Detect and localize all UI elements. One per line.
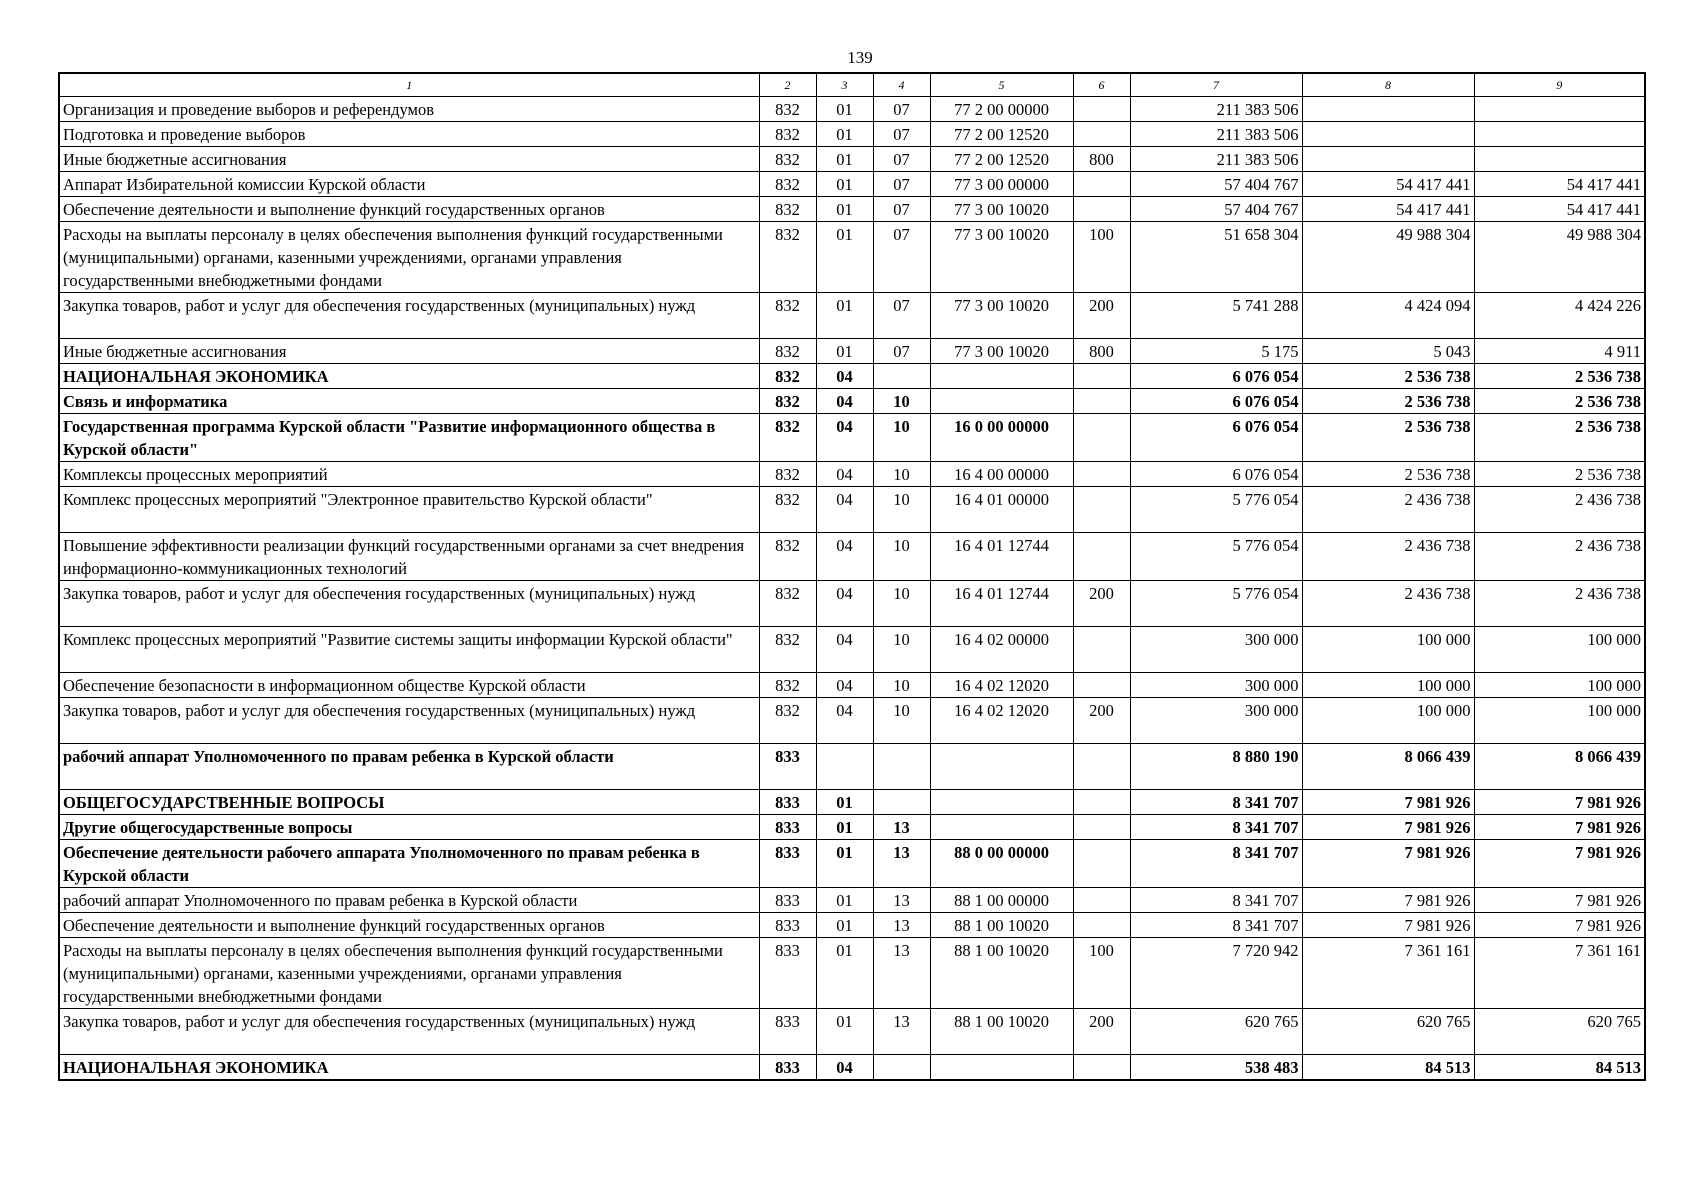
subsection-code: 07 xyxy=(873,222,930,293)
table-row xyxy=(59,790,1645,815)
expense-type-code xyxy=(1073,197,1130,222)
amount-col8: 2 536 738 xyxy=(1302,462,1474,487)
item-name: Комплекс процессных мероприятий "Электронное правительство Курской области" xyxy=(59,487,759,533)
amount-col7: 8 341 707 xyxy=(1130,913,1302,938)
subsection-code: 07 xyxy=(873,147,930,172)
amount-col8: 2 436 738 xyxy=(1302,581,1474,627)
target-article-code: 88 1 00 10020 xyxy=(930,913,1073,938)
expense-type-code xyxy=(1073,97,1130,122)
section-code: 04 xyxy=(816,414,873,462)
amount-col8: 100 000 xyxy=(1302,698,1474,744)
amount-col9: 2 536 738 xyxy=(1474,389,1645,414)
expense-type-code: 200 xyxy=(1073,698,1130,744)
item-name: Обеспечение безопасности в информационном обществе Курской области xyxy=(59,673,759,698)
table-row xyxy=(59,888,1645,913)
amount-col9: 7 361 161 xyxy=(1474,938,1645,1009)
item-name: Аппарат Избирательной комиссии Курской области xyxy=(59,172,759,197)
target-article-code: 77 2 00 12520 xyxy=(930,122,1073,147)
item-name: Закупка товаров, работ и услуг для обеспечения государственных (муниципальных) нужд xyxy=(59,293,759,339)
amount-col7: 211 383 506 xyxy=(1130,97,1302,122)
section-code: 04 xyxy=(816,487,873,533)
amount-col7: 6 076 054 xyxy=(1130,389,1302,414)
header-row xyxy=(59,73,1645,97)
amount-col9: 100 000 xyxy=(1474,627,1645,673)
subsection-code: 10 xyxy=(873,462,930,487)
amount-col9: 54 417 441 xyxy=(1474,197,1645,222)
section-code: 01 xyxy=(816,222,873,293)
ministry-code: 832 xyxy=(759,147,816,172)
subsection-code xyxy=(873,790,930,815)
amount-col7: 51 658 304 xyxy=(1130,222,1302,293)
target-article-code: 77 3 00 10020 xyxy=(930,197,1073,222)
header-cell: 3 xyxy=(816,73,873,97)
amount-col8 xyxy=(1302,122,1474,147)
amount-col9: 2 536 738 xyxy=(1474,462,1645,487)
ministry-code: 833 xyxy=(759,840,816,888)
ministry-code: 832 xyxy=(759,122,816,147)
subsection-code: 13 xyxy=(873,840,930,888)
header-cell: 2 xyxy=(759,73,816,97)
table-row xyxy=(59,1009,1645,1055)
subsection-code xyxy=(873,364,930,389)
amount-col8: 49 988 304 xyxy=(1302,222,1474,293)
amount-col9: 100 000 xyxy=(1474,698,1645,744)
amount-col7: 6 076 054 xyxy=(1130,364,1302,389)
section-code: 01 xyxy=(816,790,873,815)
amount-col9 xyxy=(1474,147,1645,172)
ministry-code: 832 xyxy=(759,293,816,339)
section-code: 01 xyxy=(816,938,873,1009)
table-row xyxy=(59,673,1645,698)
amount-col9: 7 981 926 xyxy=(1474,913,1645,938)
section-code: 01 xyxy=(816,147,873,172)
expense-type-code xyxy=(1073,122,1130,147)
item-name: Подготовка и проведение выборов xyxy=(59,122,759,147)
amount-col8: 620 765 xyxy=(1302,1009,1474,1055)
subsection-code xyxy=(873,744,930,790)
section-code: 01 xyxy=(816,172,873,197)
expense-type-code: 100 xyxy=(1073,938,1130,1009)
ministry-code: 833 xyxy=(759,913,816,938)
ministry-code: 833 xyxy=(759,888,816,913)
amount-col8: 100 000 xyxy=(1302,627,1474,673)
subsection-code xyxy=(873,1055,930,1081)
expense-type-code: 200 xyxy=(1073,1009,1130,1055)
item-name: рабочий аппарат Уполномоченного по правам ребенка в Курской области xyxy=(59,744,759,790)
amount-col9: 2 536 738 xyxy=(1474,414,1645,462)
expense-type-code xyxy=(1073,462,1130,487)
section-code: 04 xyxy=(816,673,873,698)
amount-col8: 84 513 xyxy=(1302,1055,1474,1081)
amount-col7: 8 341 707 xyxy=(1130,840,1302,888)
table-row xyxy=(59,627,1645,673)
amount-col8: 100 000 xyxy=(1302,673,1474,698)
table-row xyxy=(59,938,1645,1009)
amount-col9: 100 000 xyxy=(1474,673,1645,698)
amount-col7: 5 776 054 xyxy=(1130,533,1302,581)
table-row xyxy=(59,1055,1645,1081)
amount-col8: 54 417 441 xyxy=(1302,197,1474,222)
amount-col8: 5 043 xyxy=(1302,339,1474,364)
item-name: Расходы на выплаты персоналу в целях обеспечения выполнения функций государственными (муниципальными) органами, казенными учреждениями, органами управления государственными внебюджетными фондами xyxy=(59,222,759,293)
table-row xyxy=(59,222,1645,293)
table-row xyxy=(59,698,1645,744)
target-article-code: 16 4 02 00000 xyxy=(930,627,1073,673)
table-row xyxy=(59,815,1645,840)
section-code: 01 xyxy=(816,815,873,840)
item-name: Закупка товаров, работ и услуг для обеспечения государственных (муниципальных) нужд xyxy=(59,1009,759,1055)
amount-col7: 7 720 942 xyxy=(1130,938,1302,1009)
subsection-code: 10 xyxy=(873,627,930,673)
subsection-code: 07 xyxy=(873,172,930,197)
subsection-code: 07 xyxy=(873,122,930,147)
section-code: 04 xyxy=(816,627,873,673)
expense-type-code xyxy=(1073,627,1130,673)
item-name: Обеспечение деятельности рабочего аппарата Уполномоченного по правам ребенка в Курской области xyxy=(59,840,759,888)
amount-col9: 49 988 304 xyxy=(1474,222,1645,293)
ministry-code: 832 xyxy=(759,698,816,744)
target-article-code: 77 3 00 10020 xyxy=(930,222,1073,293)
amount-col8: 7 981 926 xyxy=(1302,913,1474,938)
amount-col7: 57 404 767 xyxy=(1130,197,1302,222)
table-row xyxy=(59,147,1645,172)
header-cell: 7 xyxy=(1130,73,1302,97)
amount-col9 xyxy=(1474,97,1645,122)
amount-col9: 84 513 xyxy=(1474,1055,1645,1081)
header-cell: 9 xyxy=(1474,73,1645,97)
ministry-code: 833 xyxy=(759,1009,816,1055)
item-name: Обеспечение деятельности и выполнение функций государственных органов xyxy=(59,197,759,222)
amount-col7: 211 383 506 xyxy=(1130,147,1302,172)
ministry-code: 832 xyxy=(759,197,816,222)
item-name: Организация и проведение выборов и референдумов xyxy=(59,97,759,122)
subsection-code: 07 xyxy=(873,197,930,222)
target-article-code: 77 3 00 10020 xyxy=(930,293,1073,339)
subsection-code: 07 xyxy=(873,293,930,339)
amount-col7: 5 175 xyxy=(1130,339,1302,364)
subsection-code: 10 xyxy=(873,487,930,533)
expense-type-code xyxy=(1073,790,1130,815)
ministry-code: 832 xyxy=(759,222,816,293)
amount-col7: 620 765 xyxy=(1130,1009,1302,1055)
ministry-code: 832 xyxy=(759,339,816,364)
section-code: 01 xyxy=(816,1009,873,1055)
expense-type-code xyxy=(1073,840,1130,888)
amount-col9: 2 436 738 xyxy=(1474,581,1645,627)
amount-col7: 211 383 506 xyxy=(1130,122,1302,147)
target-article-code: 16 4 01 12744 xyxy=(930,533,1073,581)
target-article-code: 77 3 00 00000 xyxy=(930,172,1073,197)
amount-col8: 2 436 738 xyxy=(1302,487,1474,533)
expense-type-code xyxy=(1073,487,1130,533)
expense-type-code: 800 xyxy=(1073,147,1130,172)
target-article-code: 16 4 01 12744 xyxy=(930,581,1073,627)
ministry-code: 832 xyxy=(759,581,816,627)
header-cell: 4 xyxy=(873,73,930,97)
expense-type-code xyxy=(1073,673,1130,698)
target-article-code xyxy=(930,1055,1073,1081)
amount-col7: 8 341 707 xyxy=(1130,815,1302,840)
budget-table xyxy=(58,72,1646,1081)
amount-col7: 8 341 707 xyxy=(1130,790,1302,815)
item-name: Закупка товаров, работ и услуг для обеспечения государственных (муниципальных) нужд xyxy=(59,698,759,744)
ministry-code: 833 xyxy=(759,815,816,840)
expense-type-code xyxy=(1073,815,1130,840)
section-code: 04 xyxy=(816,533,873,581)
header-cell: 1 xyxy=(59,73,759,97)
subsection-code: 13 xyxy=(873,913,930,938)
amount-col9: 2 436 738 xyxy=(1474,533,1645,581)
section-code: 01 xyxy=(816,339,873,364)
expense-type-code: 100 xyxy=(1073,222,1130,293)
target-article-code: 77 2 00 00000 xyxy=(930,97,1073,122)
ministry-code: 833 xyxy=(759,1055,816,1081)
expense-type-code xyxy=(1073,888,1130,913)
table-row xyxy=(59,197,1645,222)
ministry-code: 832 xyxy=(759,389,816,414)
ministry-code: 833 xyxy=(759,938,816,1009)
subsection-code: 10 xyxy=(873,389,930,414)
target-article-code xyxy=(930,744,1073,790)
item-name: ОБЩЕГОСУДАРСТВЕННЫЕ ВОПРОСЫ xyxy=(59,790,759,815)
expense-type-code xyxy=(1073,1055,1130,1081)
amount-col7: 6 076 054 xyxy=(1130,462,1302,487)
item-name: рабочий аппарат Уполномоченного по правам ребенка в Курской области xyxy=(59,888,759,913)
amount-col7: 538 483 xyxy=(1130,1055,1302,1081)
expense-type-code xyxy=(1073,389,1130,414)
amount-col9: 4 911 xyxy=(1474,339,1645,364)
table-row xyxy=(59,414,1645,462)
ministry-code: 832 xyxy=(759,364,816,389)
item-name: Расходы на выплаты персоналу в целях обеспечения выполнения функций государственными (муниципальными) органами, казенными учреждениями, органами управления государственными внебюджетными фондами xyxy=(59,938,759,1009)
amount-col7: 8 880 190 xyxy=(1130,744,1302,790)
amount-col8 xyxy=(1302,97,1474,122)
item-name: Связь и информатика xyxy=(59,389,759,414)
amount-col7: 57 404 767 xyxy=(1130,172,1302,197)
subsection-code: 13 xyxy=(873,888,930,913)
expense-type-code xyxy=(1073,744,1130,790)
amount-col8: 54 417 441 xyxy=(1302,172,1474,197)
amount-col9: 7 981 926 xyxy=(1474,840,1645,888)
amount-col7: 8 341 707 xyxy=(1130,888,1302,913)
item-name: Государственная программа Курской области "Развитие информационного общества в Курской области" xyxy=(59,414,759,462)
target-article-code: 16 4 02 12020 xyxy=(930,673,1073,698)
amount-col9: 620 765 xyxy=(1474,1009,1645,1055)
amount-col9: 7 981 926 xyxy=(1474,888,1645,913)
expense-type-code xyxy=(1073,913,1130,938)
subsection-code: 10 xyxy=(873,414,930,462)
target-article-code: 16 4 01 00000 xyxy=(930,487,1073,533)
amount-col9 xyxy=(1474,122,1645,147)
section-code: 01 xyxy=(816,840,873,888)
ministry-code: 832 xyxy=(759,97,816,122)
target-article-code: 88 1 00 10020 xyxy=(930,938,1073,1009)
table-row xyxy=(59,840,1645,888)
table-row xyxy=(59,97,1645,122)
amount-col8: 7 981 926 xyxy=(1302,815,1474,840)
amount-col8: 2 536 738 xyxy=(1302,364,1474,389)
amount-col8: 2 536 738 xyxy=(1302,389,1474,414)
header-cell: 8 xyxy=(1302,73,1474,97)
table-row xyxy=(59,122,1645,147)
table-row xyxy=(59,533,1645,581)
table-row xyxy=(59,744,1645,790)
section-code: 04 xyxy=(816,462,873,487)
target-article-code xyxy=(930,389,1073,414)
item-name: НАЦИОНАЛЬНАЯ ЭКОНОМИКА xyxy=(59,364,759,389)
header-cell: 6 xyxy=(1073,73,1130,97)
amount-col9: 54 417 441 xyxy=(1474,172,1645,197)
section-code: 04 xyxy=(816,698,873,744)
expense-type-code: 200 xyxy=(1073,581,1130,627)
target-article-code: 77 2 00 12520 xyxy=(930,147,1073,172)
subsection-code: 10 xyxy=(873,581,930,627)
section-code: 01 xyxy=(816,913,873,938)
item-name: НАЦИОНАЛЬНАЯ ЭКОНОМИКА xyxy=(59,1055,759,1081)
expense-type-code: 200 xyxy=(1073,293,1130,339)
section-code: 01 xyxy=(816,122,873,147)
amount-col8: 7 981 926 xyxy=(1302,790,1474,815)
amount-col8: 7 981 926 xyxy=(1302,840,1474,888)
item-name: Комплекс процессных мероприятий "Развитие системы защиты информации Курской области" xyxy=(59,627,759,673)
section-code: 04 xyxy=(816,389,873,414)
ministry-code: 832 xyxy=(759,627,816,673)
amount-col7: 300 000 xyxy=(1130,627,1302,673)
amount-col7: 300 000 xyxy=(1130,698,1302,744)
section-code: 04 xyxy=(816,1055,873,1081)
section-code: 01 xyxy=(816,197,873,222)
ministry-code: 832 xyxy=(759,462,816,487)
section-code: 01 xyxy=(816,293,873,339)
table-row xyxy=(59,293,1645,339)
amount-col9: 2 536 738 xyxy=(1474,364,1645,389)
table-row xyxy=(59,487,1645,533)
amount-col9: 2 436 738 xyxy=(1474,487,1645,533)
amount-col8: 2 536 738 xyxy=(1302,414,1474,462)
item-name: Повышение эффективности реализации функций государственными органами за счет внедрения информационно-коммуникационных технологий xyxy=(59,533,759,581)
ministry-code: 832 xyxy=(759,172,816,197)
table-row xyxy=(59,389,1645,414)
amount-col7: 5 776 054 xyxy=(1130,581,1302,627)
amount-col7: 300 000 xyxy=(1130,673,1302,698)
expense-type-code: 800 xyxy=(1073,339,1130,364)
target-article-code xyxy=(930,364,1073,389)
table-row xyxy=(59,172,1645,197)
amount-col8: 7 981 926 xyxy=(1302,888,1474,913)
subsection-code: 07 xyxy=(873,339,930,364)
subsection-code: 07 xyxy=(873,97,930,122)
target-article-code xyxy=(930,790,1073,815)
item-name: Иные бюджетные ассигнования xyxy=(59,147,759,172)
subsection-code: 13 xyxy=(873,815,930,840)
target-article-code: 88 1 00 10020 xyxy=(930,1009,1073,1055)
amount-col9: 7 981 926 xyxy=(1474,815,1645,840)
target-article-code xyxy=(930,815,1073,840)
section-code: 04 xyxy=(816,581,873,627)
item-name: Комплексы процессных мероприятий xyxy=(59,462,759,487)
item-name: Обеспечение деятельности и выполнение функций государственных органов xyxy=(59,913,759,938)
section-code: 01 xyxy=(816,888,873,913)
item-name: Иные бюджетные ассигнования xyxy=(59,339,759,364)
target-article-code: 77 3 00 10020 xyxy=(930,339,1073,364)
ministry-code: 833 xyxy=(759,790,816,815)
subsection-code: 13 xyxy=(873,938,930,1009)
target-article-code: 16 4 02 12020 xyxy=(930,698,1073,744)
table-row xyxy=(59,581,1645,627)
amount-col8: 2 436 738 xyxy=(1302,533,1474,581)
amount-col9: 4 424 226 xyxy=(1474,293,1645,339)
ministry-code: 832 xyxy=(759,414,816,462)
amount-col7: 5 776 054 xyxy=(1130,487,1302,533)
section-code: 01 xyxy=(816,97,873,122)
subsection-code: 10 xyxy=(873,533,930,581)
subsection-code: 10 xyxy=(873,698,930,744)
table-row xyxy=(59,913,1645,938)
table-row xyxy=(59,364,1645,389)
ministry-code: 832 xyxy=(759,673,816,698)
ministry-code: 832 xyxy=(759,533,816,581)
expense-type-code xyxy=(1073,364,1130,389)
item-name: Закупка товаров, работ и услуг для обеспечения государственных (муниципальных) нужд xyxy=(59,581,759,627)
subsection-code: 13 xyxy=(873,1009,930,1055)
target-article-code: 16 4 00 00000 xyxy=(930,462,1073,487)
amount-col8: 8 066 439 xyxy=(1302,744,1474,790)
ministry-code: 833 xyxy=(759,744,816,790)
expense-type-code xyxy=(1073,414,1130,462)
item-name: Другие общегосударственные вопросы xyxy=(59,815,759,840)
target-article-code: 88 1 00 00000 xyxy=(930,888,1073,913)
target-article-code: 16 0 00 00000 xyxy=(930,414,1073,462)
amount-col9: 7 981 926 xyxy=(1474,790,1645,815)
ministry-code: 832 xyxy=(759,487,816,533)
header-cell: 5 xyxy=(930,73,1073,97)
amount-col7: 5 741 288 xyxy=(1130,293,1302,339)
section-code: 04 xyxy=(816,364,873,389)
expense-type-code xyxy=(1073,172,1130,197)
target-article-code: 88 0 00 00000 xyxy=(930,840,1073,888)
table-row xyxy=(59,462,1645,487)
amount-col9: 8 066 439 xyxy=(1474,744,1645,790)
table-row xyxy=(59,339,1645,364)
amount-col7: 6 076 054 xyxy=(1130,414,1302,462)
amount-col8: 7 361 161 xyxy=(1302,938,1474,1009)
amount-col8: 4 424 094 xyxy=(1302,293,1474,339)
expense-type-code xyxy=(1073,533,1130,581)
subsection-code: 10 xyxy=(873,673,930,698)
page-number: 139 xyxy=(847,48,873,67)
amount-col8 xyxy=(1302,147,1474,172)
section-code xyxy=(816,744,873,790)
